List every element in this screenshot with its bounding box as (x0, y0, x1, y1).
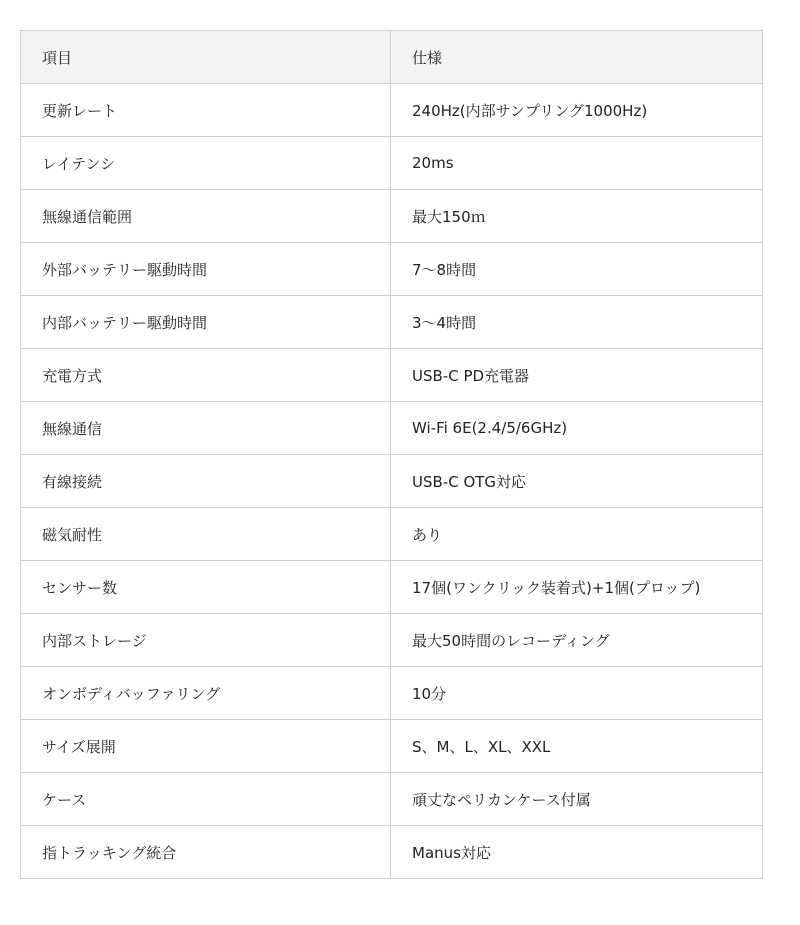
row-item-cell: 無線通信 (21, 402, 391, 455)
row-spec-cell: 20ms (391, 137, 763, 190)
column-header-item: 項目 (21, 31, 391, 84)
table-row (21, 84, 763, 137)
row-item-cell: 外部バッテリー駆動時間 (21, 243, 391, 296)
table-row (21, 455, 763, 508)
row-spec-cell: USB-C PD充電器 (391, 349, 763, 402)
row-spec-cell: 最大50時間のレコーディング (391, 614, 763, 667)
table-row (21, 349, 763, 402)
row-spec-cell: 頑丈なペリカンケース付属 (391, 773, 763, 826)
column-header-spec: 仕様 (391, 31, 763, 84)
row-item-cell: 有線接続 (21, 455, 391, 508)
table-header-row (21, 31, 763, 84)
table-row (21, 508, 763, 561)
row-spec-cell: あり (391, 508, 763, 561)
table-row (21, 773, 763, 826)
row-spec-cell: Wi-Fi 6E(2.4/5/6GHz) (391, 402, 763, 455)
row-item-cell: 充電方式 (21, 349, 391, 402)
table-row (21, 826, 763, 879)
row-spec-cell: 3〜4時間 (391, 296, 763, 349)
table-row (21, 137, 763, 190)
table-row (21, 243, 763, 296)
row-item-cell: オンボディバッファリング (21, 667, 391, 720)
row-spec-cell: 10分 (391, 667, 763, 720)
row-item-cell: ケース (21, 773, 391, 826)
row-item-cell: 無線通信範囲 (21, 190, 391, 243)
row-spec-cell: S、M、L、XL、XXL (391, 720, 763, 773)
row-item-cell: サイズ展開 (21, 720, 391, 773)
row-spec-cell: 17個(ワンクリック装着式)+1個(プロップ) (391, 561, 763, 614)
row-item-cell: 内部バッテリー駆動時間 (21, 296, 391, 349)
row-spec-cell: 7〜8時間 (391, 243, 763, 296)
row-item-cell: 指トラッキング統合 (21, 826, 391, 879)
spec-table (20, 30, 763, 879)
table-row (21, 720, 763, 773)
row-spec-cell: 240Hz(内部サンプリング1000Hz) (391, 84, 763, 137)
row-item-cell: 磁気耐性 (21, 508, 391, 561)
table-row (21, 190, 763, 243)
row-spec-cell: Manus対応 (391, 826, 763, 879)
table-row (21, 296, 763, 349)
row-item-cell: 内部ストレージ (21, 614, 391, 667)
row-item-cell: センサー数 (21, 561, 391, 614)
row-spec-cell: USB-C OTG対応 (391, 455, 763, 508)
table-row (21, 561, 763, 614)
row-item-cell: レイテンシ (21, 137, 391, 190)
table-row (21, 667, 763, 720)
table-row (21, 402, 763, 455)
row-item-cell: 更新レート (21, 84, 391, 137)
table-row (21, 614, 763, 667)
row-spec-cell: 最大150ｍ (391, 190, 763, 243)
